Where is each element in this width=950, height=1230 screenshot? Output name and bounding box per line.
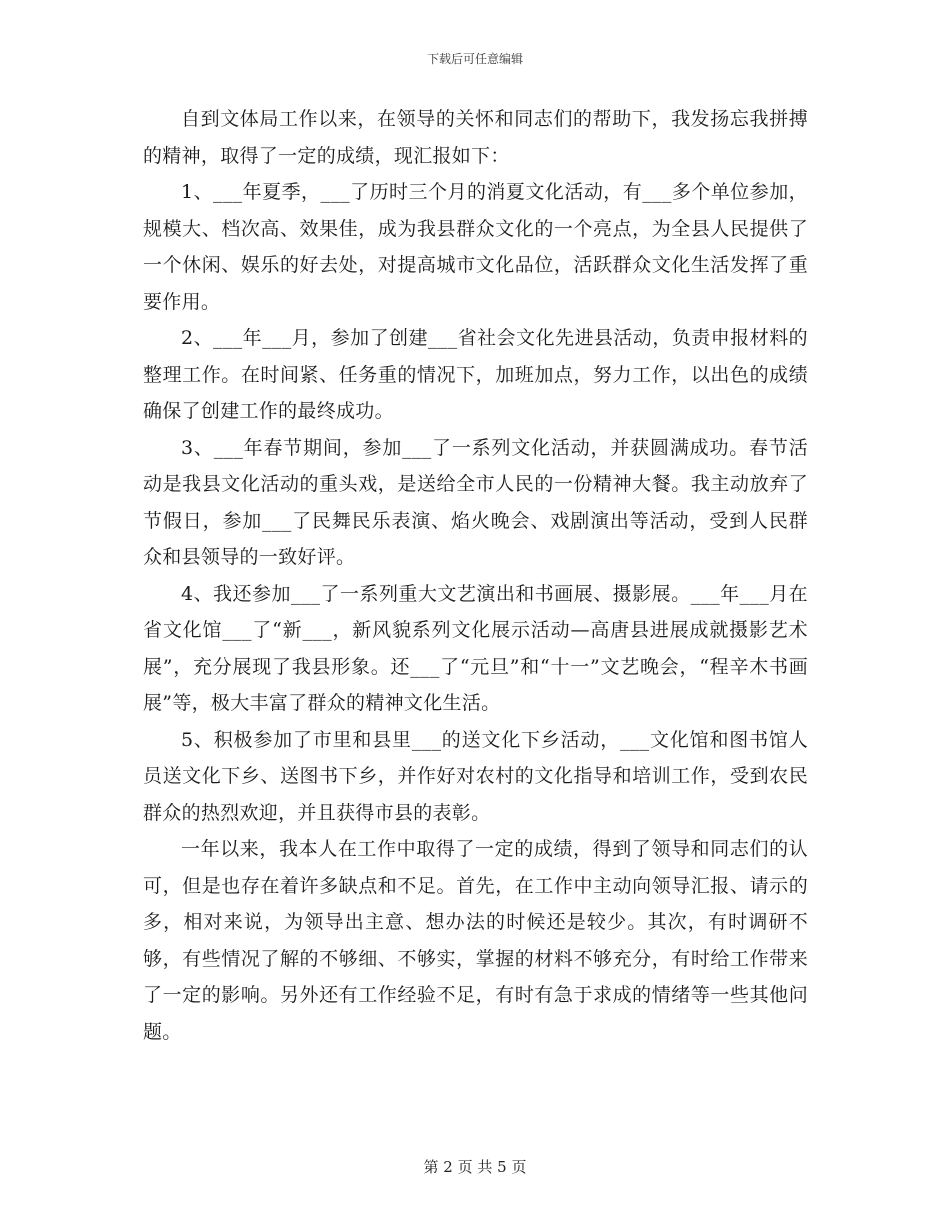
paragraph-item-4: 4、我还参加___了一系列重大文艺演出和书画展、摄影展。___年___月在省文化馆___了“新___，新风貌系列文化展示活动—高唐县进展成就摄影艺术展”，充分展现了我县形象。还___了“元旦”和“十一”文艺晚会，“程辛木书画展”等，极大丰富了群众的精神文化生活。 (143, 582, 808, 714)
paragraph-item-2: 2、___年___月，参加了创建___省社会文化先进县活动，负责申报材料的整理工作。在时间紧、任务重的情况下，加班加点，努力工作，以出色的成绩确保了创建工作的最终成功。 (143, 327, 808, 422)
page-header: 下载后可任意编辑 (426, 52, 523, 66)
paragraph-item-1: 1、___年夏季，___了历时三个月的消夏文化活动，有___多个单位参加，规模大、档次高、效果佳，成为我县群众文化的一个亮点，为全县人民提供了一个休闲、娱乐的好去处，对提高城市文化品位，活跃群众文化生活发挥了重要作用。 (143, 181, 808, 313)
summary-paragraph: 一年以来，我本人在工作中取得了一定的成绩，得到了领导和同志们的认可，但是也存在着许多缺点和不足。首先，在工作中主动向领导汇报、请示的多，相对来说，为领导出主意、想办法的时候还是较少。其次，有时调研不够，有些情况了解的不够细、不够实，掌握的材料不够充分，有时给工作带来了一定的影响。另外还有工作经验不足，有时有急于求成的情绪等一些其他问题。 (143, 838, 808, 1043)
paragraph-item-5: 5、积极参加了市里和县里___的送文化下乡活动，___文化馆和图书馆人员送文化下乡、送图书下乡，并作好对农村的文化指导和培训工作，受到农民群众的热烈欢迎，并且获得市县的表彰。 (143, 728, 808, 824)
intro-paragraph: 自到文体局工作以来，在领导的关怀和同志们的帮助下，我发扬忘我拼搏的精神，取得了一定的成绩，现汇报如下： (143, 108, 808, 167)
paragraph-item-3: 3、___年春节期间，参加___了一系列文化活动，并获圆满成功。春节活动是我县文化活动的重头戏，是送给全市人民的一份精神大餐。我主动放弃了节假日，参加___了民舞民乐表演、焰火晚会、戏剧演出等活动，受到人民群众和县领导的一致好评。 (143, 436, 808, 568)
document-body (143, 101, 808, 1050)
page-number: 第 2 页 共 5 页 (423, 1158, 527, 1176)
